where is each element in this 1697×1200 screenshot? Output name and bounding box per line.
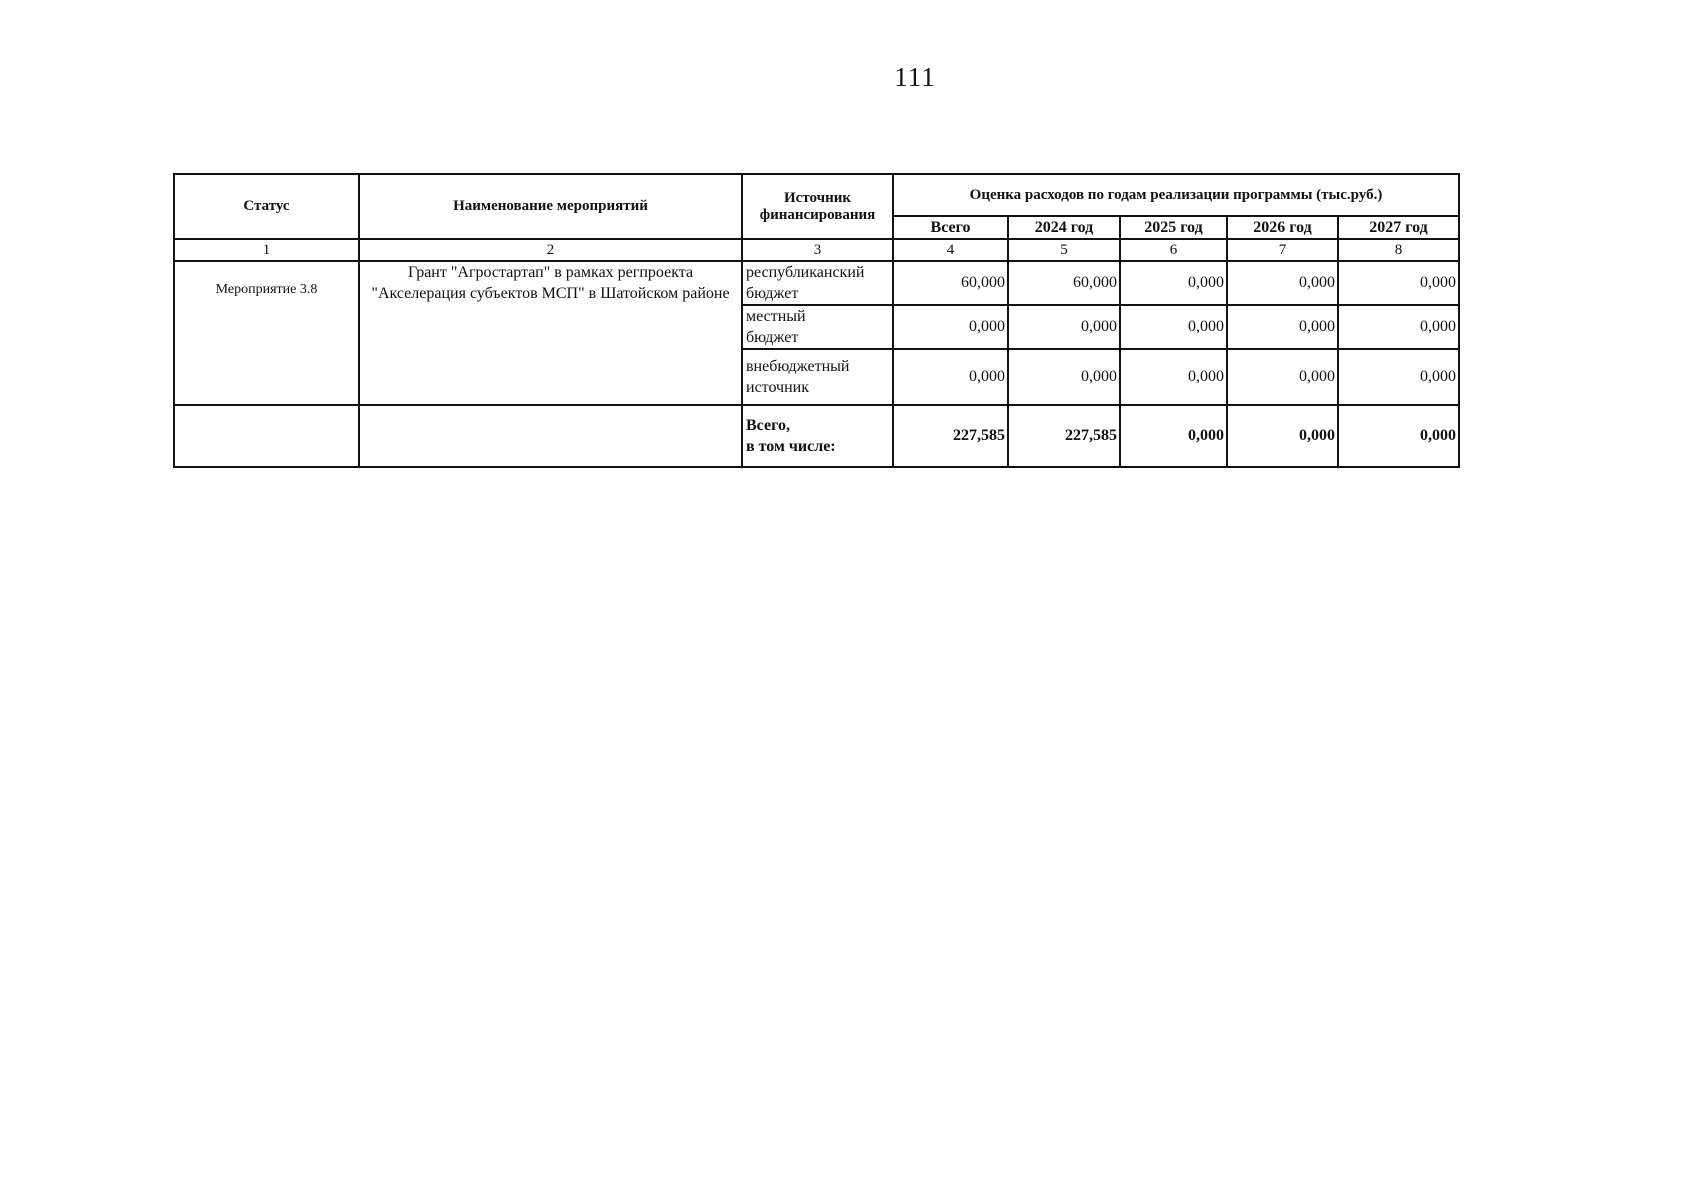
budget-table bbox=[173, 173, 1460, 468]
column-number: 1 bbox=[174, 239, 359, 261]
value-2025: 0,000 bbox=[1120, 305, 1227, 349]
total-name bbox=[359, 405, 742, 467]
total-label-line: в том числе: bbox=[746, 438, 836, 455]
header-total: Всего bbox=[893, 216, 1008, 239]
value-2026: 0,000 bbox=[1227, 305, 1338, 349]
column-number: 2 bbox=[359, 239, 742, 261]
value-2024: 0,000 bbox=[1008, 305, 1120, 349]
column-number: 8 bbox=[1338, 239, 1459, 261]
value-2027: 0,000 bbox=[1338, 261, 1459, 305]
value-2025: 0,000 bbox=[1120, 261, 1227, 305]
value-total: 0,000 bbox=[893, 349, 1008, 405]
column-number: 7 bbox=[1227, 239, 1338, 261]
source-line: республиканский bbox=[746, 264, 865, 281]
header-estimate: Оценка расходов по годам реализации программы (тыс.руб.) bbox=[893, 174, 1459, 216]
value-2024: 60,000 bbox=[1008, 261, 1120, 305]
header-event-name: Наименование мероприятий bbox=[359, 174, 742, 239]
header-year-2027: 2027 год bbox=[1338, 216, 1459, 239]
total-value-2027: 0,000 bbox=[1338, 405, 1459, 467]
source-line: источник bbox=[746, 379, 809, 396]
value-2026: 0,000 bbox=[1227, 261, 1338, 305]
header-status: Статус bbox=[174, 174, 359, 239]
event-status: Мероприятие 3.8 bbox=[174, 261, 359, 405]
value-2026: 0,000 bbox=[1227, 349, 1338, 405]
total-value-total: 227,585 bbox=[893, 405, 1008, 467]
total-label-line: Всего, bbox=[746, 417, 790, 434]
source-line: бюджет bbox=[746, 285, 799, 302]
value-2027: 0,000 bbox=[1338, 305, 1459, 349]
column-number: 4 bbox=[893, 239, 1008, 261]
column-numbers-row bbox=[174, 239, 1459, 261]
total-row bbox=[174, 405, 1459, 467]
column-number: 3 bbox=[742, 239, 893, 261]
source-local-budget bbox=[742, 305, 893, 349]
total-label bbox=[742, 405, 893, 467]
table-row bbox=[174, 261, 1459, 305]
total-value-2025: 0,000 bbox=[1120, 405, 1227, 467]
total-value-2024: 227,585 bbox=[1008, 405, 1120, 467]
total-status bbox=[174, 405, 359, 467]
source-republican-budget bbox=[742, 261, 893, 305]
column-number: 6 bbox=[1120, 239, 1227, 261]
event-name: Грант "Агростартап" в рамках регпроекта "Акселерация субъектов МСП" в Шатойском районе bbox=[359, 261, 742, 405]
column-number: 5 bbox=[1008, 239, 1120, 261]
value-total: 0,000 bbox=[893, 305, 1008, 349]
total-value-2026: 0,000 bbox=[1227, 405, 1338, 467]
source-line: внебюджетный bbox=[746, 358, 850, 375]
source-line: бюджет bbox=[746, 329, 799, 346]
value-2025: 0,000 bbox=[1120, 349, 1227, 405]
header-year-2026: 2026 год bbox=[1227, 216, 1338, 239]
page-number: 111 bbox=[894, 62, 936, 92]
source-line: местный bbox=[746, 308, 806, 325]
value-total: 60,000 bbox=[893, 261, 1008, 305]
header-source: Источник финансирования bbox=[742, 174, 893, 239]
header-year-2025: 2025 год bbox=[1120, 216, 1227, 239]
header-year-2024: 2024 год bbox=[1008, 216, 1120, 239]
value-2027: 0,000 bbox=[1338, 349, 1459, 405]
value-2024: 0,000 bbox=[1008, 349, 1120, 405]
source-extrabudgetary bbox=[742, 349, 893, 405]
